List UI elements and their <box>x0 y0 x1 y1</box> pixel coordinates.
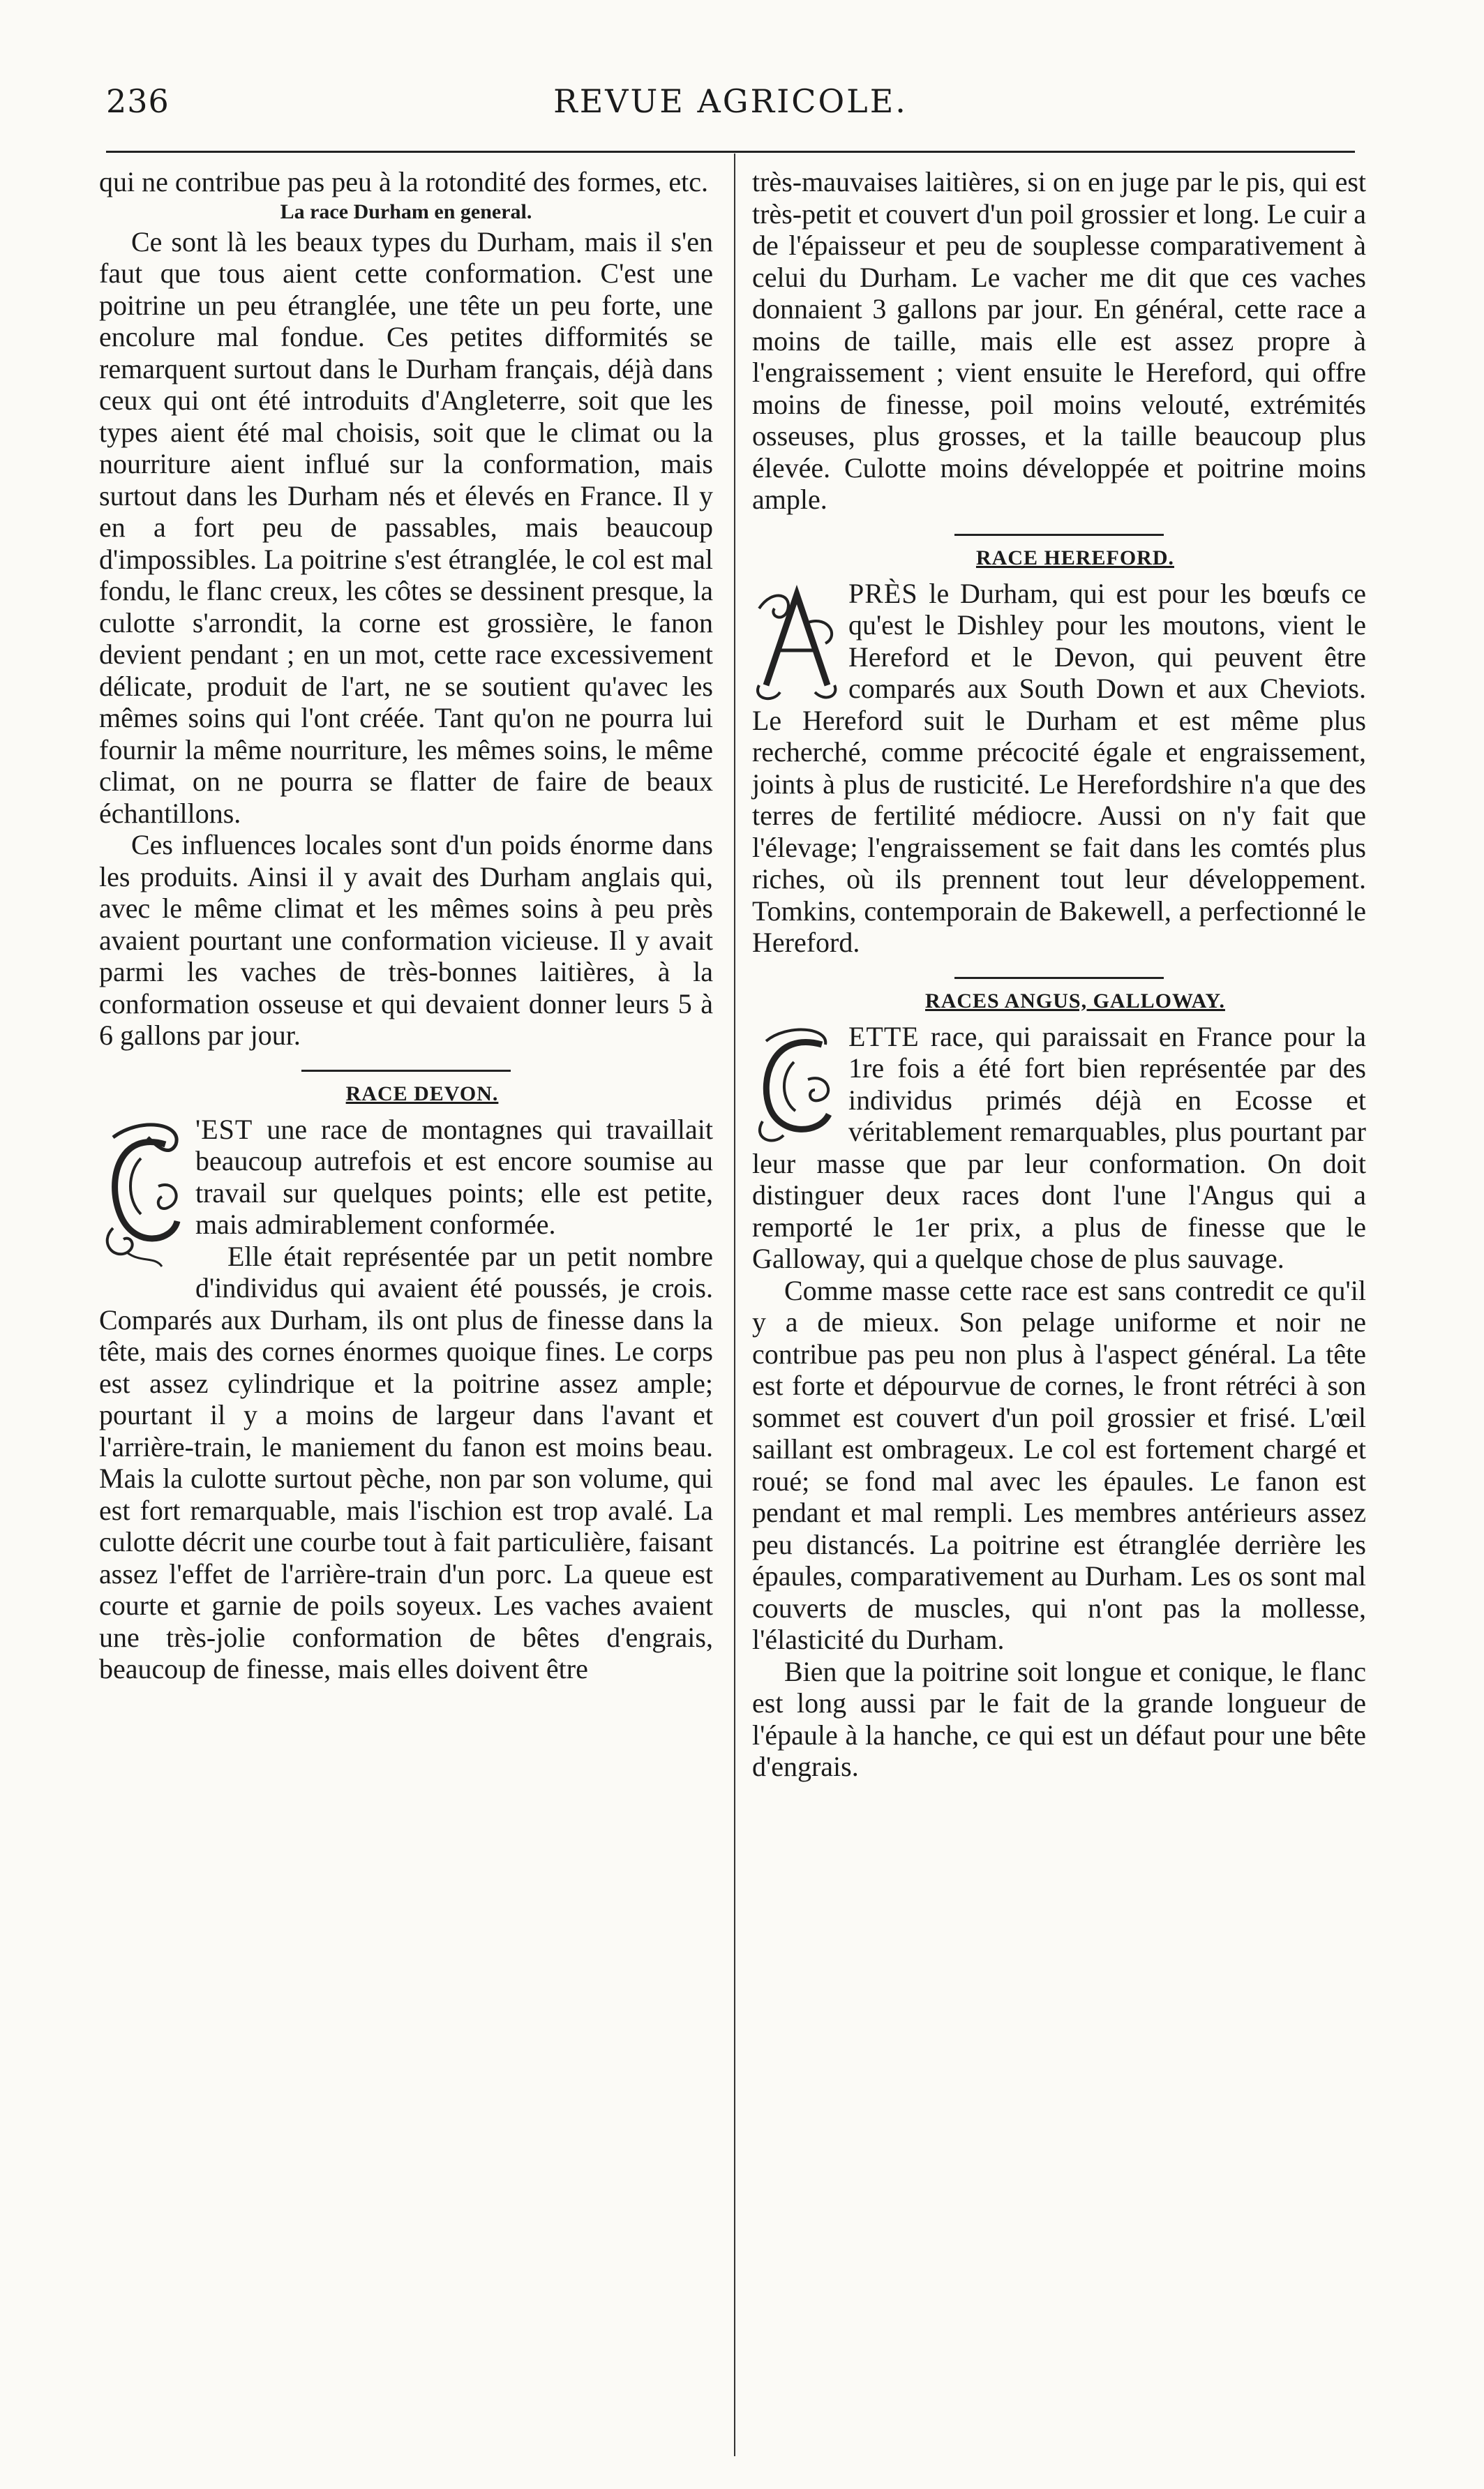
ornamental-initial-c-icon <box>99 1116 188 1273</box>
ornamental-initial-a-icon <box>752 581 841 705</box>
paragraph <box>752 1021 1366 1275</box>
section-heading-devon: RACE DEVON. <box>345 1082 499 1105</box>
paragraph: Elle était représentée par un petit nombre d'individus qui avaient été poussés, je crois. Comparés aux Durham, ils ont plus de finesse dans la tête, mais des cornes énormes quoique fines. Le corps est assez cylindrique et la poitrine assez ample; pourtant il y a moins de largeur dans l'avant et l'arrière-train, le maniement du fanon est moins beau. Mais la culotte surtout pèche, non par son volume, qui est fort remarquable, mais l'ischion est trop avalé. La culotte décrit une courbe tout à fait particulière, faisant assez l'effet de l'arrière-train d'un porc. La queue est courte et garnie de poils soyeux. Les vaches avaient une très-jolie conformation de bêtes d'engrais, beaucoup de finesse, mais elles doivent être <box>99 1240 713 1684</box>
paragraph: Bien que la poitrine soit longue et conique, le flanc est long aussi par le fait de la grande longueur de l'épaule à la hanche, ce qui est un défaut pour une bête d'engrais. <box>752 1655 1366 1782</box>
page-header <box>106 82 1355 131</box>
ornamental-initial-c-icon <box>752 1024 841 1148</box>
left-column <box>99 166 713 1685</box>
hereford-section <box>752 578 1366 959</box>
section-heading-hereford: RACE HEREFORD. <box>975 546 1174 569</box>
paragraph: Ces influences locales sont d'un poids énorme dans les produits. Ainsi il y avait des Durham anglais qui, avec le même climat et les mêmes soins à peu près avaient pourtant une conformation vicieuse. Il y avait parmi les vaches de très-bonnes laitières, à la conformation osseuse et qui devaient donner leurs 5 à 6 gallons par jour. <box>99 829 713 1051</box>
paragraph-text: le Durham, qui est pour les bœufs ce qu'est le Dishley pour les moutons, vient le Hereford et le Devon, qui peuvent être comparés aux South Down et aux Cheviots. Le Hereford suit le Durham et est même plus recherché, comme précocité égale et engraissement, joints à plus de rusticité. Le Herefordshire n'a que des terres de fertilité médiocre. Aussi on n'y fait que l'élevage; l'engraissement se fait dans les comtés plus riches, où ils prennent tout leur développement. Tomkins, contemporain de Bakewell, a perfectionné le Hereford. <box>752 577 1366 958</box>
devon-section <box>99 1114 713 1685</box>
first-word: PRÈS <box>848 577 918 609</box>
running-head: REVUE AGRICOLE. <box>553 82 908 120</box>
paragraph <box>752 578 1366 959</box>
paragraph: Ce sont là les beaux types du Durham, mais il s'en faut que tous aient cette conformation. C'est une poitrine un peu étranglée, une tête un peu forte, une encolure mal fondue. Ces petites difformités se remarquent surtout dans le Durham français, déjà dans ceux qui ont été introduits d'Angleterre, soit que les types aient été mal choisis, soit que le climat ou la nourriture aient influé sur la conformation, mais surtout dans les Durham nés et élevés en France. Il y en a fort peu de passables, mais beaucoup d'impossibles. La poitrine s'est étranglée, le col est mal fondu, le flanc creux, les côtes se dessinent presque, la culotte s'arrondit, la corne est grossière, le fanon devient pendant ; en un mot, cette race excessivement délicate, produit de l'art, ne se soutient qu'avec les mêmes soins qui l'ont créée. Tant qu'on ne pourra lui fournir la même nourriture, les mêmes soins, le même climat, on ne pourra se flatter de faire de beaux échantillons. <box>99 225 713 829</box>
section-rule <box>954 977 1164 979</box>
subheading-durham: La race Durham en general. <box>280 200 532 223</box>
page-number: 236 <box>106 82 170 120</box>
header-rule <box>106 151 1355 153</box>
angus-section <box>752 1021 1366 1783</box>
right-column <box>752 166 1366 1783</box>
paragraph <box>99 1114 713 1241</box>
section-rule <box>301 1070 511 1072</box>
paragraph: Comme masse cette race est sans contredit ce qu'il y a de mieux. Son pelage uniforme et noir ne contribue pas peu non plus à l'aspect général. La tête est forte et dépourvue de cornes, le front rétréci à son sommet est couvert d'un poil grossier et frisé. L'œil saillant est ombrageux. Le col est fortement chargé et roué; se fond mal avec les épaules. Le fanon est pendant et mal rempli. Les membres antérieurs assez peu distancés. La poitrine est étranglée derrière les épaules, comparativement au Durham. Les os sont mal couverts de muscles, qui n'ont pas la mollesse, l'élasticité du Durham. <box>752 1274 1366 1655</box>
first-word: ETTE <box>848 1020 920 1052</box>
section-heading-angus: RACES ANGUS, GALLOWAY. <box>925 989 1225 1012</box>
paragraph: très-mauvaises laitières, si on en juge par le pis, qui est très-petit et couvert d'un poil grossier et long. Le cuir a de l'épaisseur et peu de souplesse comparativement à celui du Durham. Le vacher me dit que ces vaches donnaient 3 gallons par jour. En général, cette race a moins de taille, mais elle est assez propre à l'engraissement ; vient ensuite le Hereford, qui offre moins de finesse, poil moins velouté, extrémités osseuses, plus grosses, et la taille beaucoup plus élevée. Culotte moins développée et poitrine moins ample. <box>752 166 1366 515</box>
section-rule <box>954 534 1164 536</box>
first-word: 'EST <box>195 1113 253 1145</box>
paragraph-text: une race de montagnes qui travaillait beaucoup autrefois et est encore soumise au travail sur quelques points; elle est petite, mais admirablement conformée. <box>195 1113 713 1240</box>
column-divider <box>734 154 735 2456</box>
paragraph-text: race, qui paraissait en France pour la 1re fois a été fort bien représentée par des individus primés déjà en Ecosse et véritablement remarquables, plus pourtant par leur masse que par leur conformation. On doit distinguer deux races dont l'une l'Angus qui a remporté le 1er prix, a plus de finesse que le Galloway, qui a quelque chose de plus sauvage. <box>752 1020 1366 1274</box>
paragraph: qui ne contribue pas peu à la rotondité des formes, etc. <box>99 166 709 197</box>
